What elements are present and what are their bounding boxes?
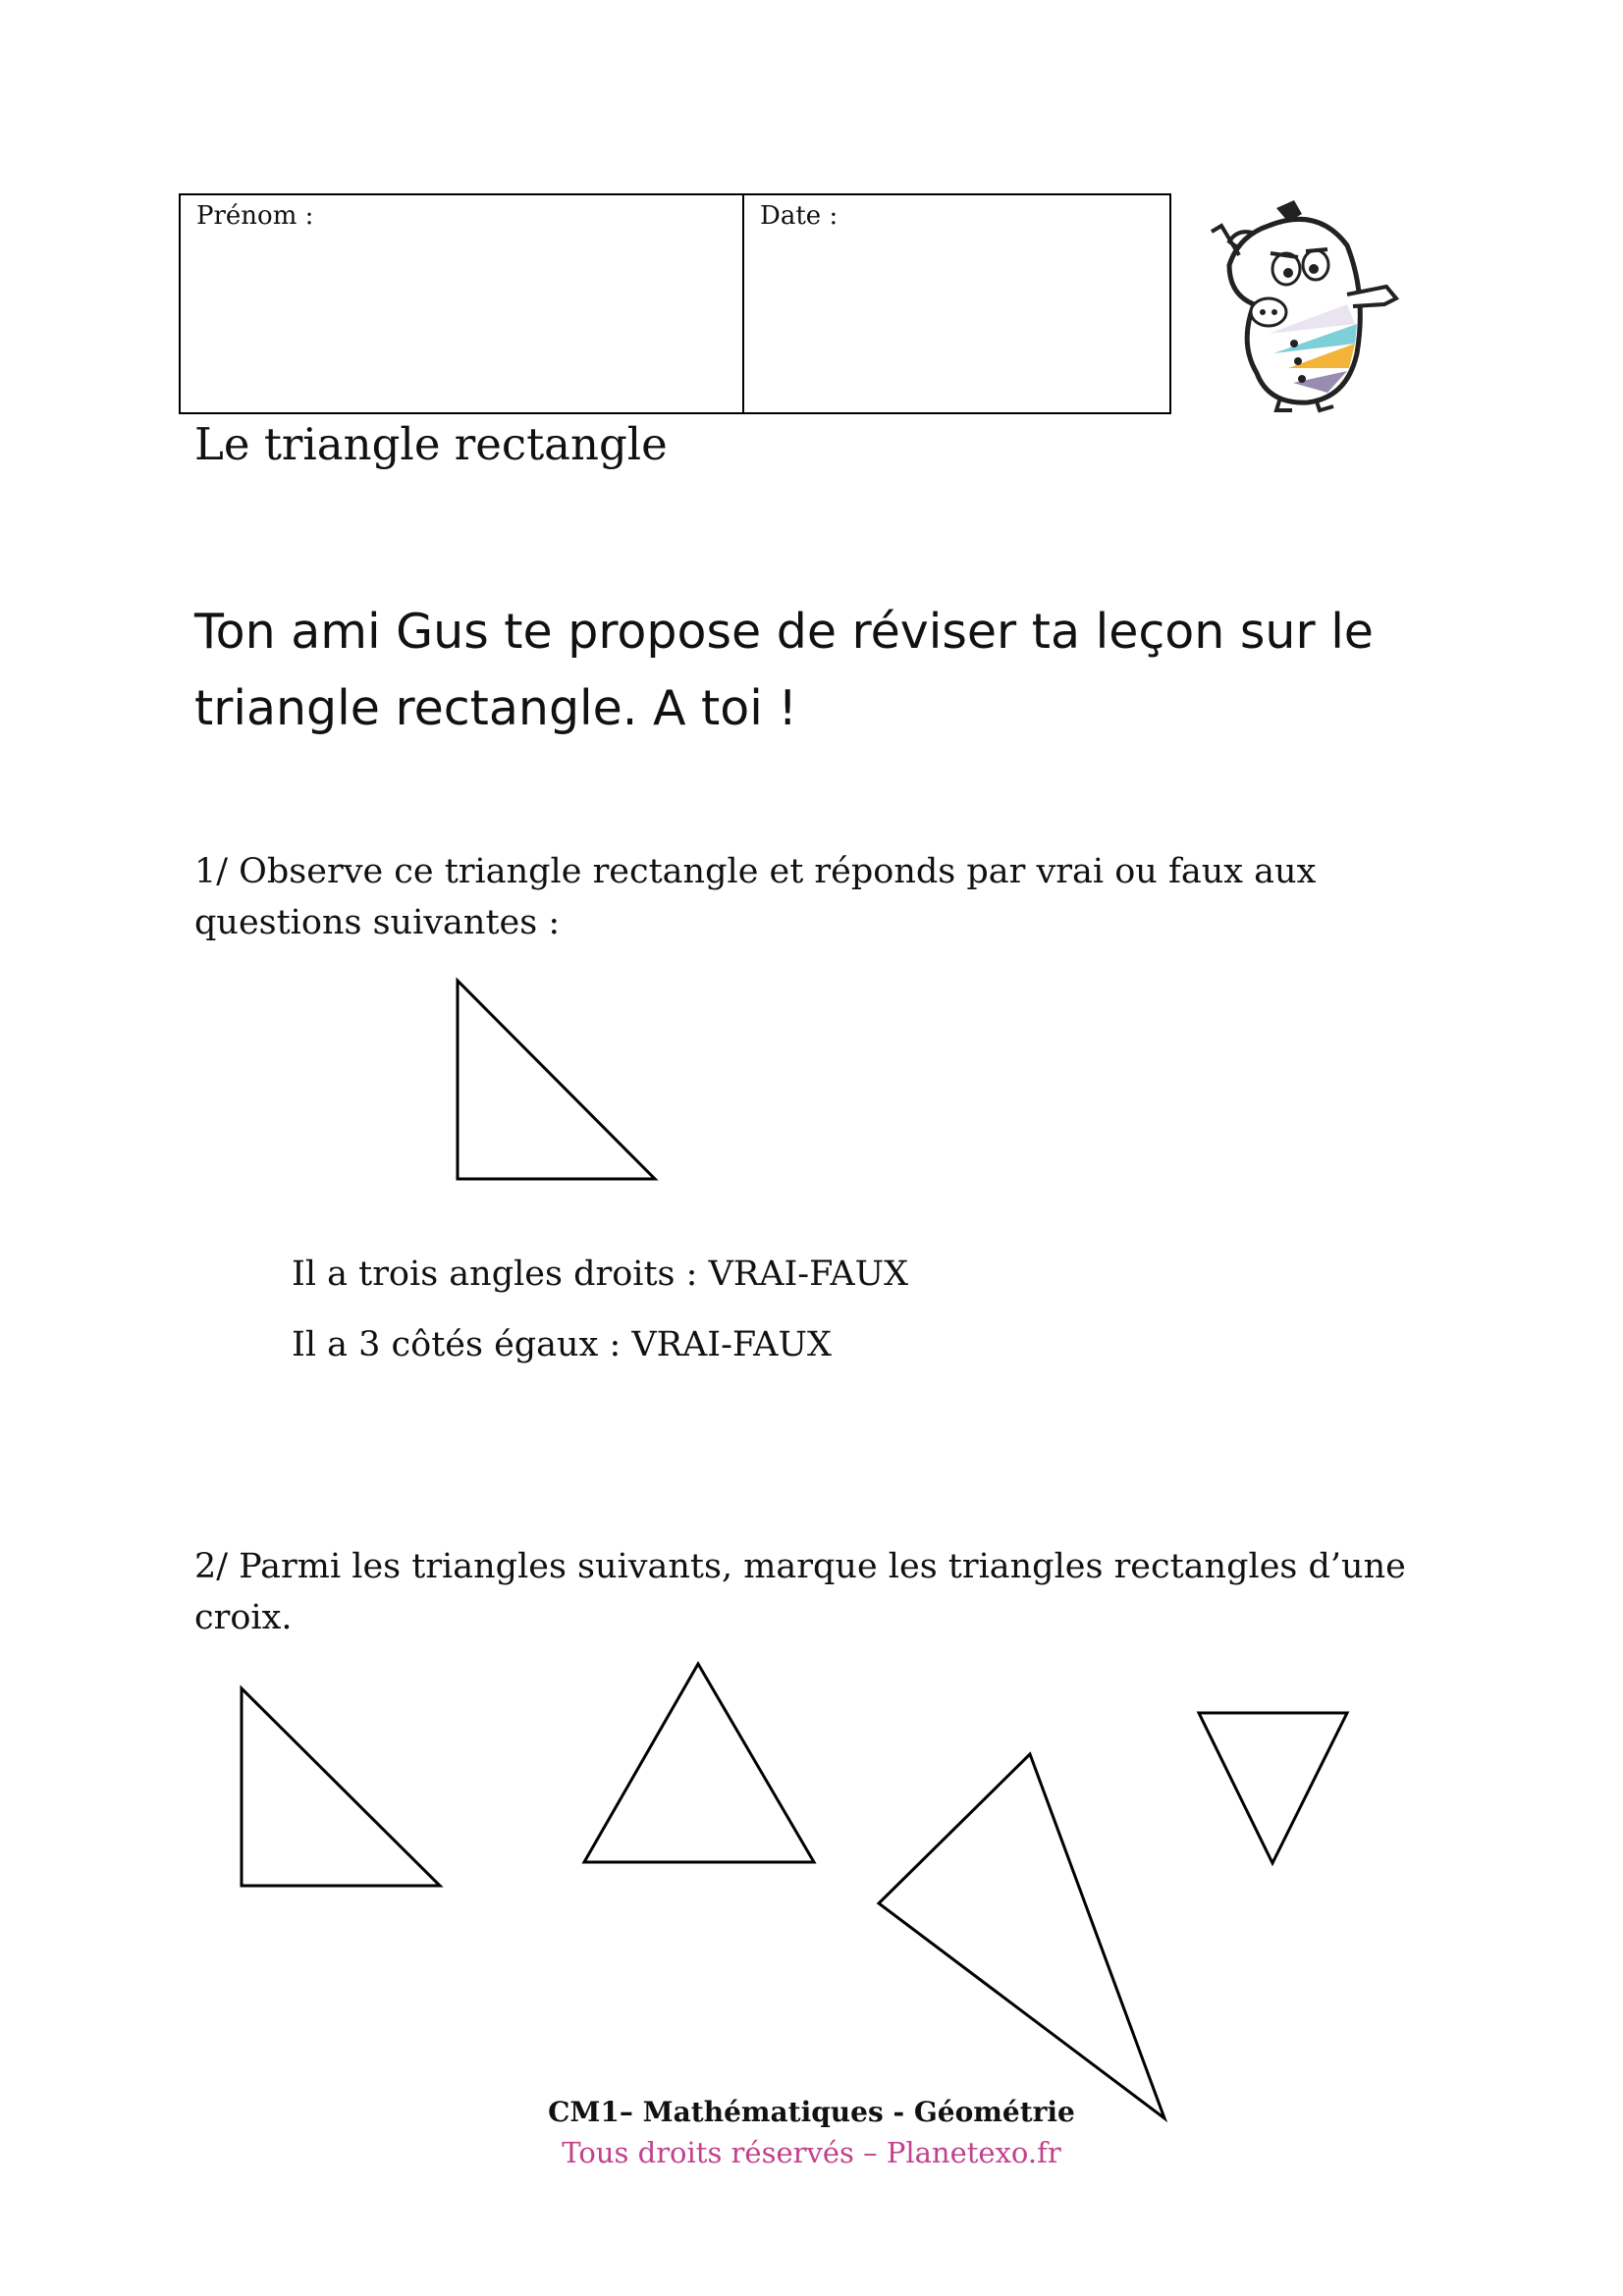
- exercise2-triangle-2[interactable]: [584, 1664, 814, 1862]
- exercise1-statement-2[interactable]: Il a 3 côtés égaux : VRAI-FAUX: [292, 1325, 832, 1364]
- exercise1-question: 1/ Observe ce triangle rectangle et réponds par vrai ou faux aux questions suivantes :: [194, 852, 1317, 942]
- exercise2-triangle-4[interactable]: [1199, 1713, 1347, 1863]
- exercise2-triangle-3[interactable]: [879, 1754, 1164, 2118]
- exercise2-question: 2/ Parmi les triangles suivants, marque les triangles rectangles d’une croix.: [194, 1547, 1406, 1637]
- exercise1-statement-1[interactable]: Il a trois angles droits : VRAI-FAUX: [292, 1255, 909, 1294]
- exercise1-right-triangle: [458, 981, 655, 1179]
- footer-copyright[interactable]: Tous droits réservés – Planetexo.fr: [562, 2136, 1061, 2169]
- footer-course: CM1– Mathématiques - Géométrie: [548, 2096, 1075, 2128]
- intro-text: Ton ami Gus te propose de réviser ta leçon sur le triangle rectangle. A toi !: [194, 604, 1374, 736]
- first-name-label: Prénom :: [196, 201, 314, 231]
- exercise2-triangle-1[interactable]: [242, 1688, 440, 1886]
- page-title: Le triangle rectangle: [194, 418, 668, 470]
- date-label: Date :: [760, 201, 839, 231]
